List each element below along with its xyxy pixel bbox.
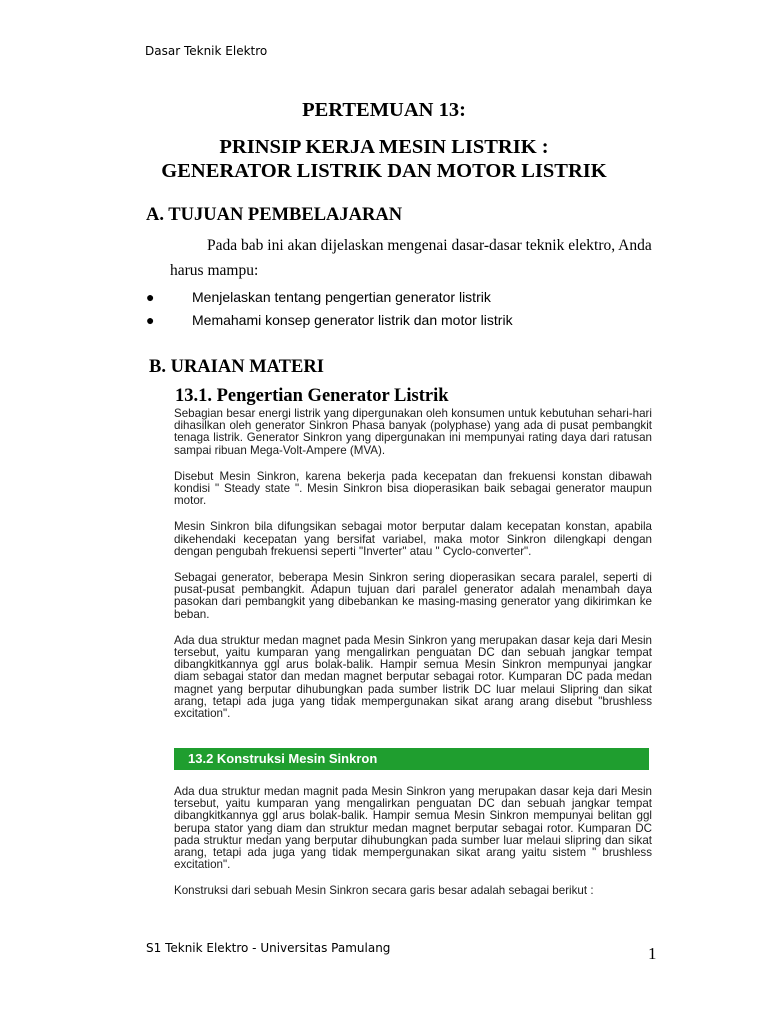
bullet-icon: ●: [146, 312, 155, 328]
intro-line-2: harus mampu:: [170, 262, 259, 279]
list-item-text: Memahami konsep generator listrik dan motor listrik: [192, 312, 513, 328]
scanned-text-block-1: [174, 408, 652, 734]
section-b-heading: B. URAIAN MATERI: [149, 357, 324, 377]
page-number: 1: [648, 944, 657, 963]
footer-text: S1 Teknik Elektro - Universitas Pamulang: [146, 941, 391, 955]
paragraph: Sebagai generator, beberapa Mesin Sinkron sering dioperasikan secara paralel, seperti di pusat-pusat pembangkit. Adapun tujuan dari paralel generator adalah menambah daya pasokan dari pembangkit yang dibebankan ke masing-masing generator yang dikirimkan ke beban.: [174, 571, 652, 621]
list-item-text: Menjelaskan tentang pengertian generator listrik: [192, 289, 491, 305]
section-bar-label: 13.2 Konstruksi Mesin Sinkron: [188, 751, 378, 766]
paragraph: Disebut Mesin Sinkron, karena bekerja pada kecepatan dan frekuensi konstan dibawah kondisi " Steady state ". Mesin Sinkron bisa dioperasikan baik sebagai generator maupun motor.: [174, 469, 652, 508]
bullet-icon: ●: [146, 289, 155, 305]
section-a-heading: A. TUJUAN PEMBELAJARAN: [146, 205, 403, 225]
subsection-heading: 13.1. Pengertian Generator Listrik: [175, 386, 449, 406]
paragraph: Konstruksi dari sebuah Mesin Sinkron secara garis besar adalah sebagai berikut :: [174, 884, 594, 898]
page-title-line-2: PRINSIP KERJA MESIN LISTRIK :: [219, 136, 549, 158]
paragraph: Mesin Sinkron bila difungsikan sebagai motor berputar dalam kecepatan konstan, apabila dikehendaki kecepatan yang bersifat variabel, maka motor Sinkron dilengkapi dengan dengan pengubah frekuensi seperti "Inverter" atau " Cyclo-converter".: [174, 520, 652, 558]
section-bar: [174, 748, 649, 770]
intro-line-1: Pada bab ini akan dijelaskan mengenai dasar-dasar teknik elektro, Anda: [207, 237, 652, 254]
page-title-line-3: GENERATOR LISTRIK DAN MOTOR LISTRIK: [161, 160, 607, 182]
paragraph: Ada dua struktur medan magnit pada Mesin Sinkron yang merupakan dasar keja dari Mesin tersebut, yaitu kumparan yang mengalirkan penguatan DC dan sebuah jangkar tempat dibangkitkannya ggl arus bolak-balik. Hampir semua Mesin Sinkron mempunyai belitan ggl berupa stator yang diam dan struktur medan magnet berputar sebagai rotor. Kumparan DC pada struktur medan yang berputar dihubungkan pada sumber luar melaui slipring dan sikat arang, tetapi ada juga yang tidak mempergunakan sikat arang yaitu sistem " brushless excitation".: [174, 785, 652, 872]
paragraph: Ada dua struktur medan magnet pada Mesin Sinkron yang merupakan dasar keja dari Mesin tersebut, yaitu kumparan yang mengalirkan penguatan DC dan sebuah jangkar tempat dibangkitkannya ggl arus bolak-balik. Hampir semua Mesin Sinkron mempunyai jangkar diam sebagai stator dan medan magnet berputar sebagai rotor. Kumparan DC pada medan magnet yang berputar dihubungkan pada sumber listrik DC luar melaui Slipring dan sikat arang, tetapi ada juga yang tidak mempergunakan sikat arang arang disebut "brushless excitation".: [174, 633, 652, 721]
page-title-line-1: PERTEMUAN 13:: [302, 99, 466, 121]
running-header: Dasar Teknik Elektro: [145, 44, 268, 58]
paragraph: Sebagian besar energi listrik yang dipergunakan oleh konsumen untuk kebutuhan sehari-hari dihasilkan oleh generator Sinkron Phasa banyak (polyphase) yang ada di pusat pembangkit tenaga listrik. Generator Sinkron yang dipergunakan ini mempunyai rating daya dari ratusan sampai ribuan Mega-Volt-Ampere (MVA).: [174, 407, 652, 457]
scanned-text-block-2: [174, 786, 652, 912]
